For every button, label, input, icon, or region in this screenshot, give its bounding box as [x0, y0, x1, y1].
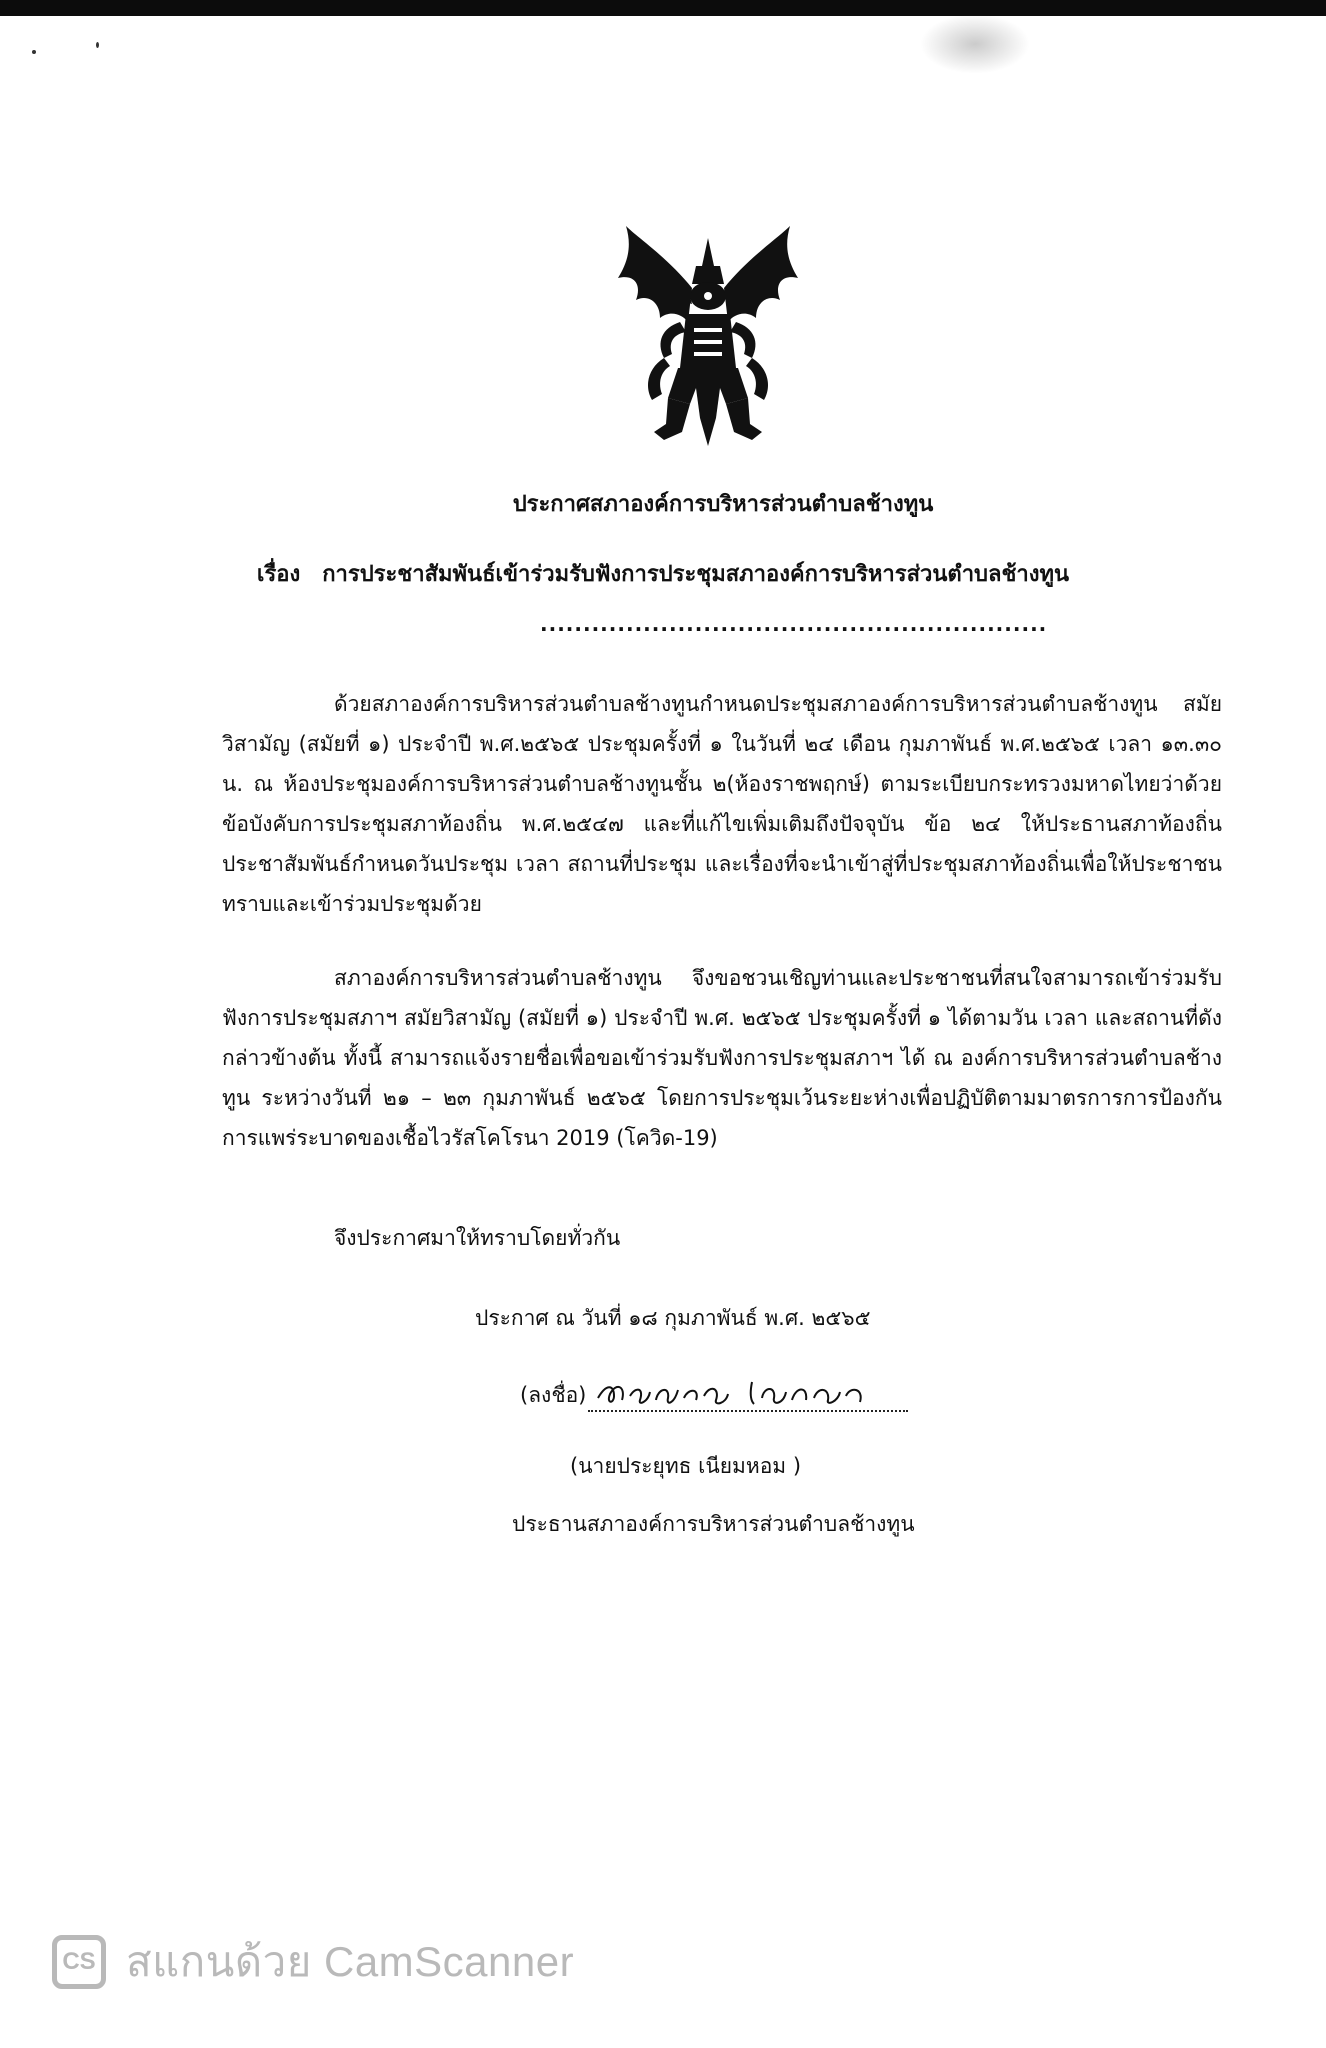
announcement-date: ประกาศ ณ วันที่ ๑๘ กุมภาพันธ์ พ.ศ. ๒๕๖๕ [475, 1306, 871, 1330]
signatory-name: (นายประยุทธ เนียมหอม ) [570, 1454, 802, 1478]
subject-text: การประชาสัมพันธ์เข้าร่วมรับฟังการประชุมสภาองค์การบริหารส่วนตำบลช้างทูน [322, 562, 1070, 587]
subject-label: เรื่อง [256, 562, 301, 587]
handwritten-signature-icon [592, 1374, 902, 1410]
body-paragraph-1: ด้วยสภาองค์การบริหารส่วนตำบลช้างทูนกำหนดประชุมสภาองค์การบริหารส่วนตำบลช้างทูน สมัยวิสามัญ (สมัยที่ ๑) ประจำปี พ.ศ.๒๕๖๕ ประชุมครั้งที่ ๑ ในวันที่ ๒๔ เดือน กุมภาพันธ์ พ.ศ.๒๕๖๕ เวลา ๑๓.๓๐ น. ณ ห้องประชุมองค์การบริหารส่วนตำบลช้างทูนชั้น ๒(ห้องราชพฤกษ์) ตามระเบียบกระทรวงมหาดไทยว่าด้วยข้อบังคับการประชุมสภาท้องถิ่น พ.ศ.๒๕๔๗ และที่แก้ไขเพิ่มเติมถึงปัจจุบัน ข้อ ๒๔ ให้ประธานสภาท้องถิ่นประชาสัมพันธ์กำหนดวันประชุม เวลา สถานที่ประชุม และเรื่องที่จะนำเข้าสู่ที่ประชุมสภาท้องถิ่นเพื่อให้ประชาชนทราบและเข้าร่วมประชุมด้วย [222, 692, 1222, 916]
announcement-subject [0, 556, 1326, 591]
title-separator: ........................................................... [540, 612, 1048, 636]
scan-smudge [920, 14, 1030, 74]
camscanner-watermark [52, 1934, 574, 1990]
signature-field [588, 1374, 908, 1412]
watermark-text: สแกนด้วย CamScanner [126, 1938, 575, 1985]
body-paragraph-2: สภาองค์การบริหารส่วนตำบลช้างทูน จึงขอชวนเชิญท่านและประชาชนที่สนใจสามารถเข้าร่วมรับฟังการประชุมสภาฯ สมัยวิสามัญ (สมัยที่ ๑) ประจำปี พ.ศ. ๒๕๖๕ ประชุมครั้งที่ ๑ ได้ตามวัน เวลา และสถานที่ดังกล่าวข้างต้น ทั้งนี้ สามารถแจ้งรายชื่อเพื่อขอเข้าร่วมรับฟังการประชุมสภาฯ ได้ ณ องค์การบริหารส่วนตำบลช้างทูน ระหว่างวันที่ ๒๑ – ๒๓ กุมภาพันธ์ ๒๕๖๕ โดยการประชุมเว้นระยะห่างเพื่อปฏิบัติตามมาตรการการป้องกันการแพร่ระบาดของเชื้อไวรัสโคโรนา 2019 (โควิด-19) [222, 966, 1222, 1150]
signatory-position: ประธานสภาองค์การบริหารส่วนตำบลช้างทูน [512, 1512, 915, 1536]
announcement-title: ประกาศสภาองค์การบริหารส่วนตำบลช้างทูน [512, 492, 934, 517]
signature-line [520, 1374, 908, 1412]
scan-speck [32, 50, 36, 54]
camscanner-logo-icon: CS [52, 1935, 106, 1989]
signed-label: (ลงชื่อ) [520, 1383, 587, 1407]
scan-speck [96, 42, 99, 48]
closing-notice: จึงประกาศมาให้ทราบโดยทั่วกัน [334, 1226, 621, 1250]
garuda-emblem-icon [608, 218, 808, 453]
scan-top-edge [0, 0, 1326, 16]
